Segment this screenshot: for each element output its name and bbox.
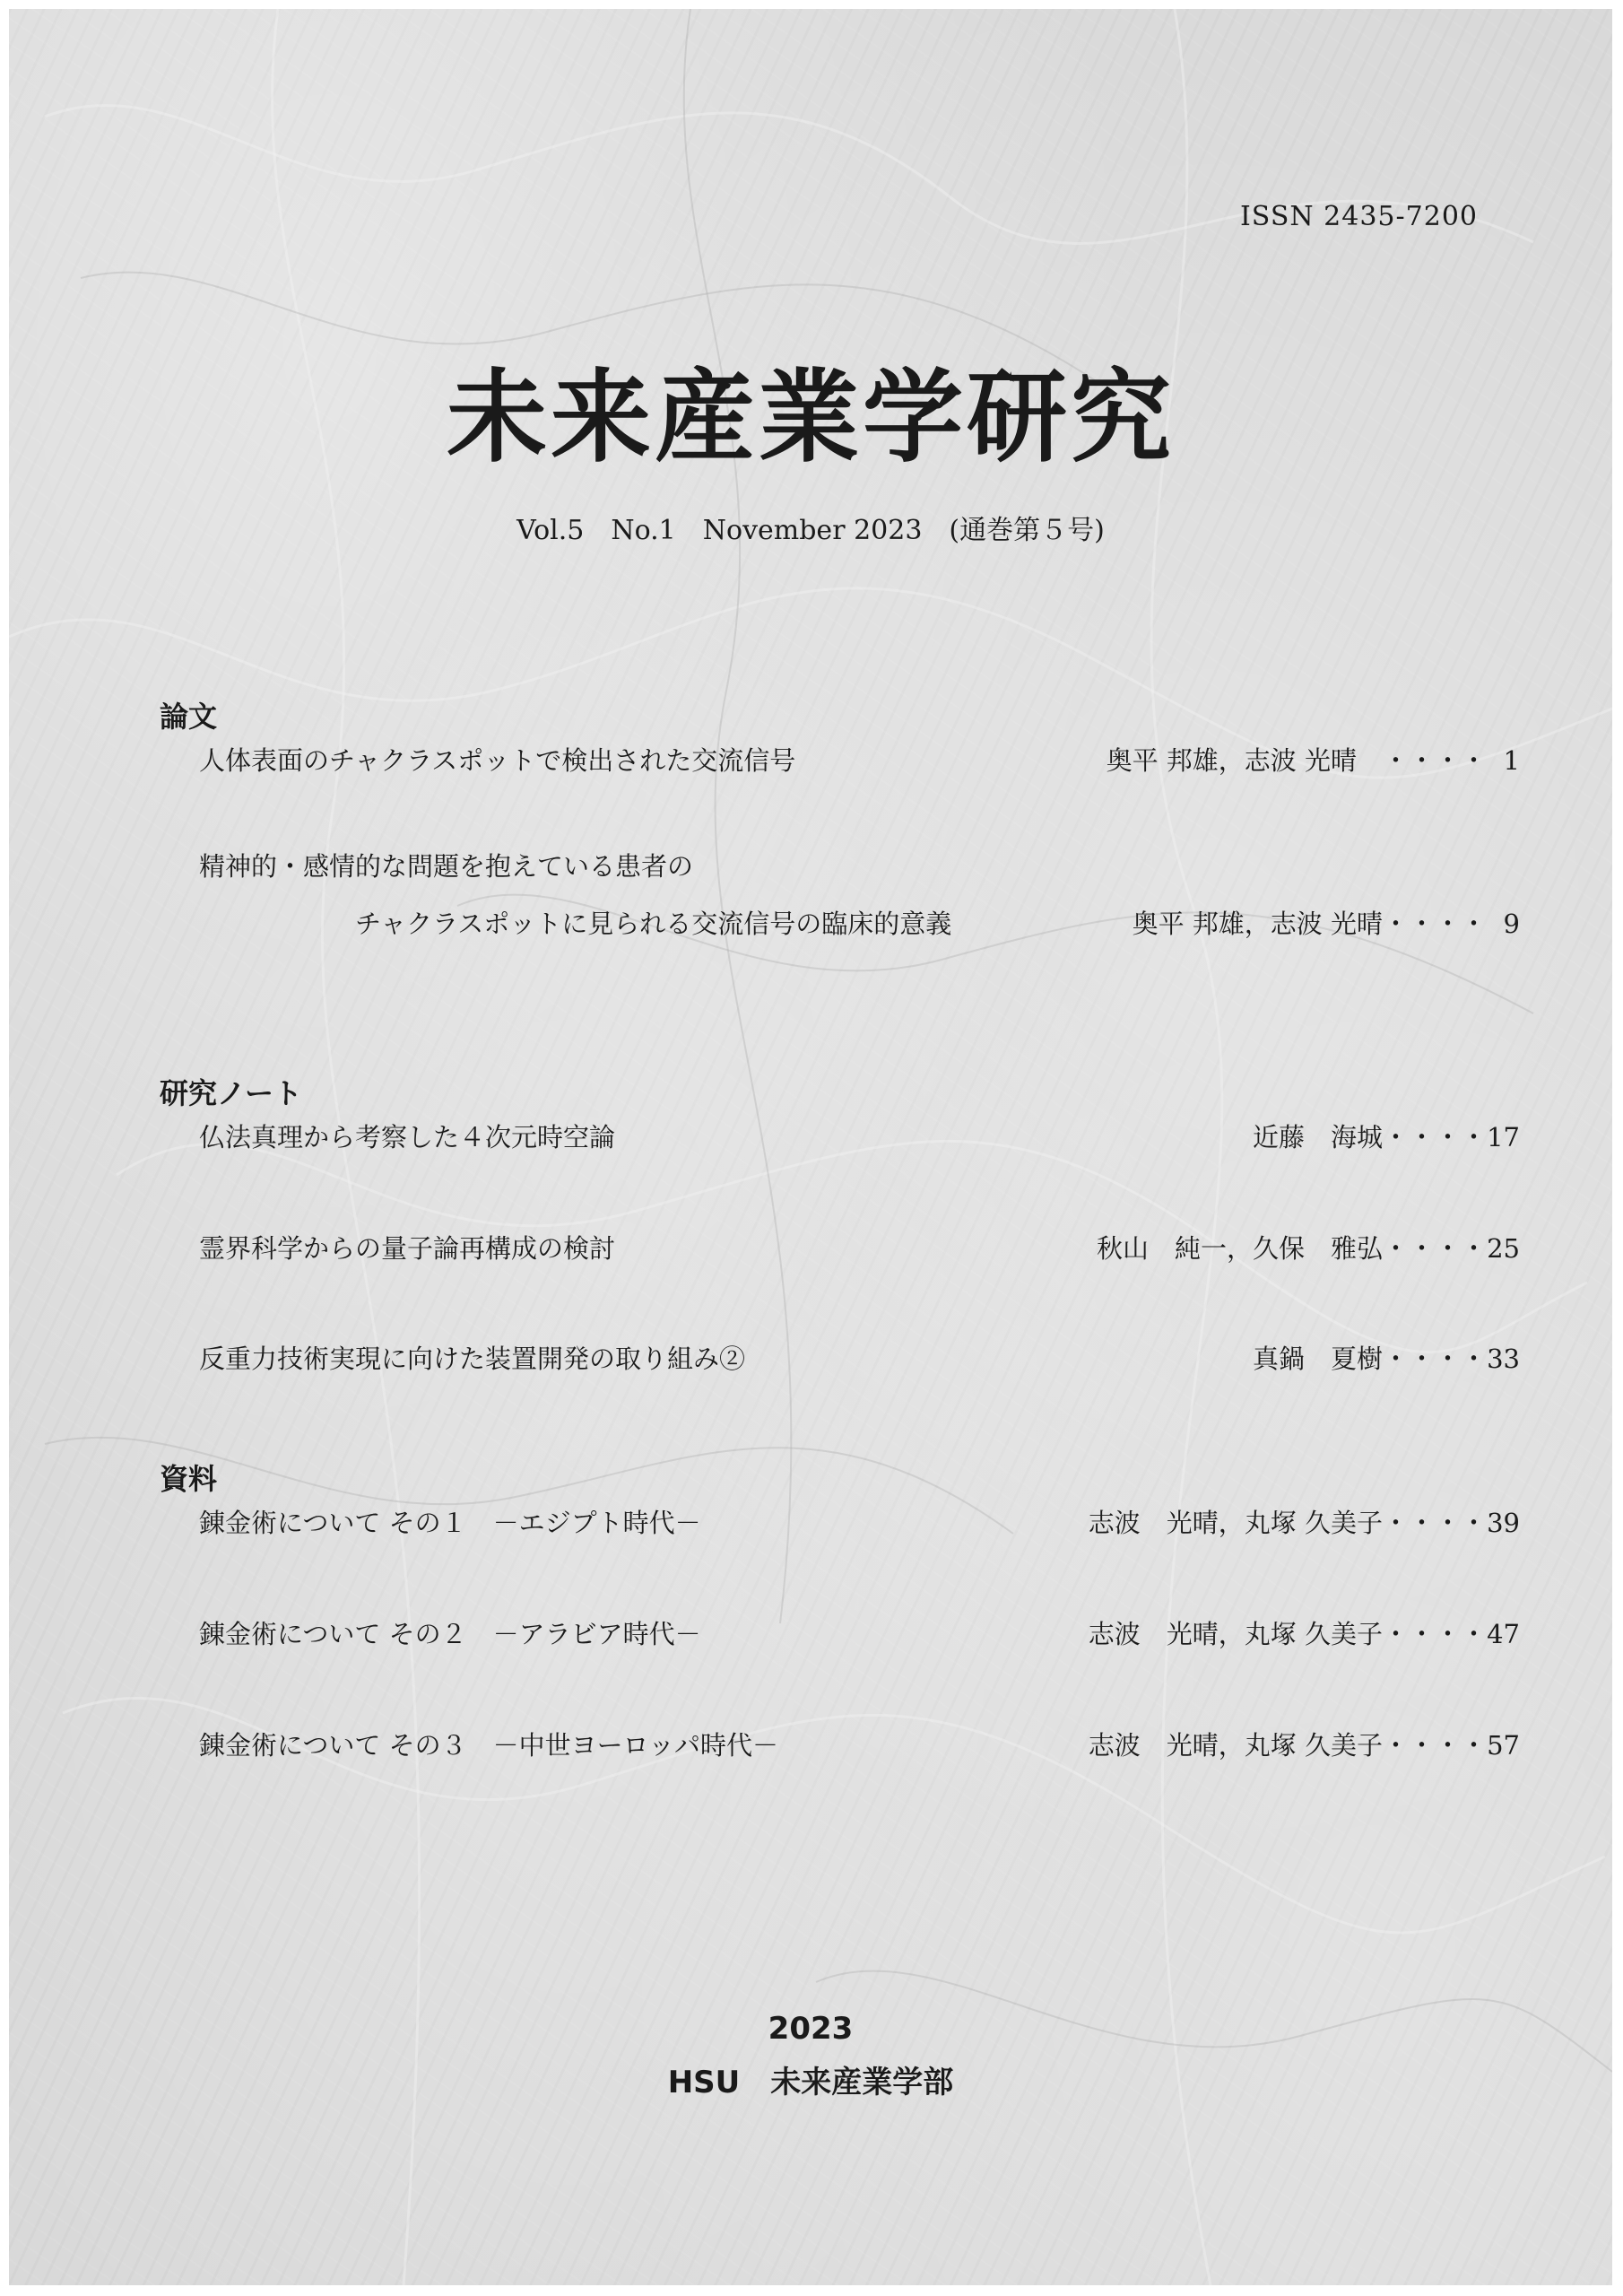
toc-entry[interactable] bbox=[9, 1618, 1612, 1654]
toc-entry-authors: 志波 光晴，丸塚 久美子・・・・ bbox=[1088, 1730, 1487, 1761]
toc-entry[interactable] bbox=[9, 1232, 1612, 1268]
toc-entry-continued[interactable] bbox=[9, 908, 1612, 944]
issue-info: Vol.5 No.1 November 2023 (通巻第５号) bbox=[516, 515, 1105, 546]
toc-entry[interactable] bbox=[9, 1343, 1612, 1378]
toc-entry[interactable] bbox=[9, 1729, 1612, 1765]
toc-entry-authors: 秋山 純一，久保 雅弘・・・・ bbox=[1096, 1233, 1487, 1264]
section-heading-notes: 研究ノート bbox=[160, 1076, 303, 1110]
toc-entry-authors: 奥平 邦雄，志波 光晴・・・・ bbox=[1132, 909, 1487, 939]
toc-entry[interactable] bbox=[9, 850, 1612, 886]
toc-entry-page: 25 bbox=[1487, 1233, 1520, 1264]
toc-entry-title: 反重力技術実現に向けた装置開発の取り組み② bbox=[199, 1344, 746, 1374]
toc-entry-authors: 近藤 海城・・・・ bbox=[1252, 1122, 1487, 1152]
toc-entry-authors: 志波 光晴，丸塚 久美子・・・・ bbox=[1088, 1619, 1487, 1649]
publication-year: 2023 bbox=[768, 2011, 854, 2047]
toc-entry[interactable] bbox=[9, 744, 1612, 780]
toc-entry-title-line1: 精神的・感情的な問題を抱えている患者の bbox=[199, 851, 694, 882]
toc-entry-title: 仏法真理から考察した４次元時空論 bbox=[199, 1122, 616, 1152]
toc-entry-authors: 奥平 邦雄，志波 光晴 ・・・・ bbox=[1106, 745, 1487, 776]
issn-number: ISSN 2435-7200 bbox=[1239, 201, 1478, 232]
toc-entry-title: 錬金術について その１ －エジプト時代－ bbox=[199, 1508, 701, 1538]
journal-cover bbox=[9, 9, 1612, 2285]
toc-entry-page: 57 bbox=[1487, 1730, 1520, 1761]
journal-title: 未来産業学研究 bbox=[447, 360, 1175, 476]
toc-entry-title: 錬金術について その２ －アラビア時代－ bbox=[199, 1619, 701, 1649]
toc-entry[interactable] bbox=[9, 1121, 1612, 1157]
toc-entry-page: 39 bbox=[1487, 1508, 1520, 1538]
toc-entry-page: 17 bbox=[1487, 1122, 1520, 1152]
publisher-name: HSU 未来産業学部 bbox=[667, 2065, 954, 2100]
section-heading-papers: 論文 bbox=[160, 700, 218, 734]
toc-entry-authors: 真鍋 夏樹・・・・ bbox=[1252, 1344, 1487, 1374]
toc-entry-authors: 志波 光晴，丸塚 久美子・・・・ bbox=[1088, 1508, 1487, 1538]
section-heading-materials: 資料 bbox=[160, 1462, 218, 1496]
toc-entry-title: 霊界科学からの量子論再構成の検討 bbox=[199, 1233, 616, 1264]
toc-entry-page: 1 bbox=[1503, 745, 1520, 776]
toc-entry-page: 33 bbox=[1487, 1344, 1520, 1374]
toc-entry-page: 47 bbox=[1487, 1619, 1520, 1649]
toc-entry[interactable] bbox=[9, 1507, 1612, 1543]
toc-entry-title: 錬金術について その３ －中世ヨーロッパ時代－ bbox=[199, 1730, 779, 1761]
toc-entry-title-line2: チャクラスポットに見られる交流信号の臨床的意義 bbox=[355, 909, 952, 939]
toc-entry-title: 人体表面のチャクラスポットで検出された交流信号 bbox=[199, 745, 796, 776]
toc-entry-page: 9 bbox=[1503, 909, 1520, 939]
